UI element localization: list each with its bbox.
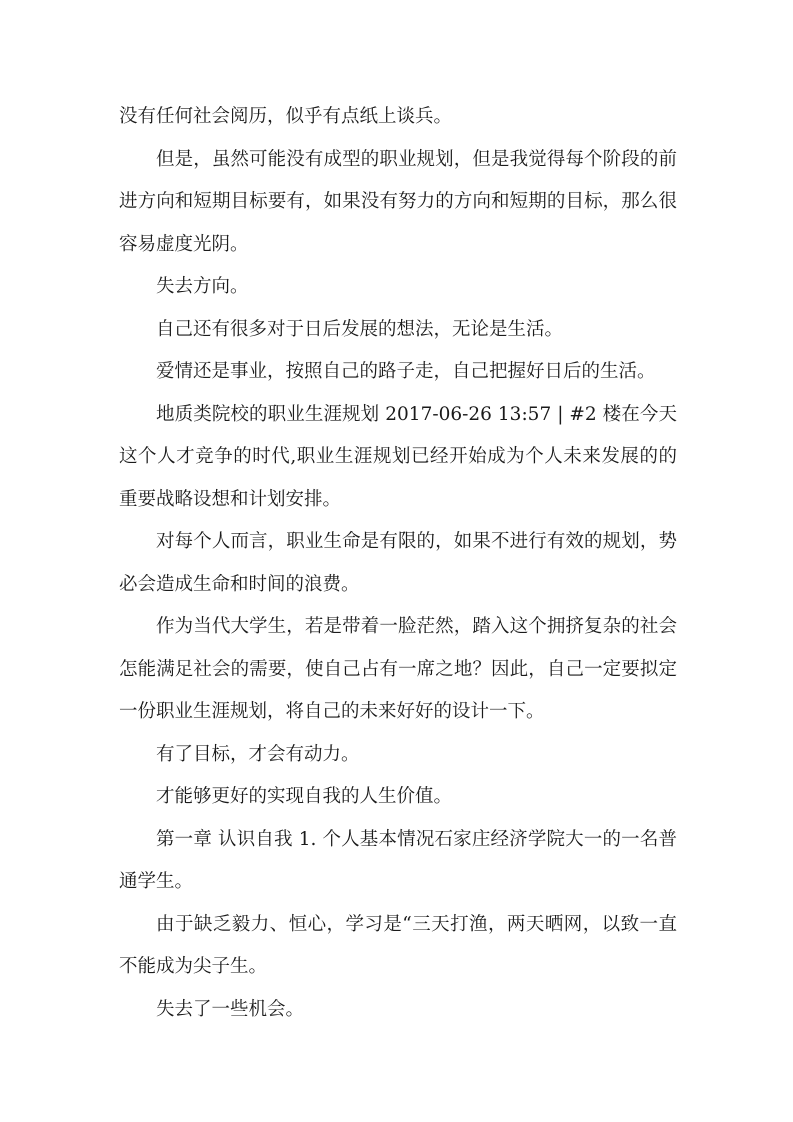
paragraph: 第一章 认识自我 1. 个人基本情况石家庄经济学院大一的一名普通学生。 bbox=[119, 828, 677, 892]
paragraph: 才能够更好的实现自我的人生价值。 bbox=[156, 786, 453, 807]
paragraph: 但是，虽然可能没有成型的职业规划，但是我觉得每个阶段的前进方向和短期目标要有，如果没有努力的方向和短期的目标，那么很容易虚度光阴。 bbox=[119, 148, 677, 255]
paragraph: 失去了一些机会。 bbox=[156, 998, 305, 1020]
paragraph: 自己还有很多对于日后发展的想法，无论是生活。 bbox=[156, 318, 564, 340]
paragraph: 失去方向。 bbox=[156, 276, 249, 297]
paragraph: 没有任何社会阅历，似乎有点纸上谈兵。 bbox=[119, 106, 453, 127]
paragraph: 对每个人而言，职业生命是有限的，如果不进行有效的规划，势必会造成生命和时间的浪费。 bbox=[119, 531, 677, 595]
document-body bbox=[119, 96, 677, 1031]
paragraph: 由于缺乏毅力、恒心，学习是“三天打渔，两天晒网，以致一直不能成为尖子生。 bbox=[119, 913, 677, 977]
paragraph: 爱情还是事业，按照自己的路子走，自己把握好日后的生活。 bbox=[156, 361, 656, 382]
paragraph: 作为当代大学生，若是带着一脸茫然，踏入这个拥挤复杂的社会怎能满足社会的需要，使自己占有一席之地？因此，自己一定要拟定一份职业生涯规划，将自己的未来好好的设计一下。 bbox=[119, 616, 677, 722]
paragraph: 有了目标，才会有动力。 bbox=[156, 743, 360, 765]
paragraph: 地质类院校的职业生涯规划 2017-06-26 13:57 | #2 楼在今天这个人才竞争的时代,职业生涯规划已经开始成为个人未来发展的的重要战略设想和计划安排。 bbox=[119, 403, 677, 510]
